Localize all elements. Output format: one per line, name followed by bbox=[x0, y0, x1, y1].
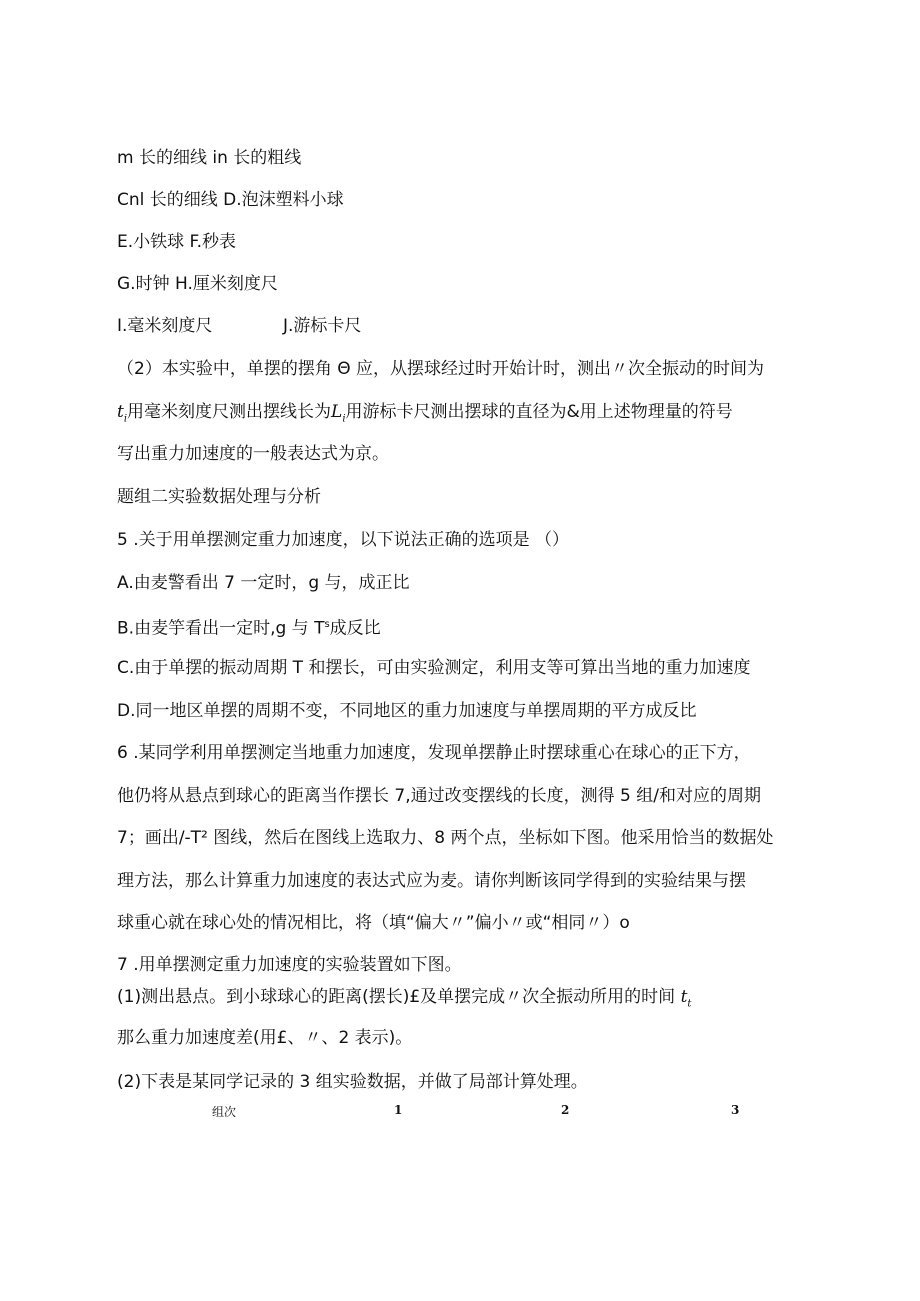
question-7-part-1-line-1: (1)测出悬点。到小球球心的距离(摆长)£及单摆完成〃次全振动所用的时间 $t_t$ bbox=[117, 987, 692, 1010]
section-heading: 题组二实验数据处理与分析 bbox=[117, 487, 321, 507]
question-6-line-4: 理方法，那么计算重力加速度的表达式应为麦。请你判断该同学得到的实验结果与摆 bbox=[117, 871, 746, 891]
question-5-option-b: B.由麦竽看出一定时,g 与 $T^s$成反比 bbox=[117, 618, 381, 639]
table-header-label: 组次 bbox=[212, 1105, 237, 1119]
question-5-option-a: A.由麦警看出 7 一定时，g 与，成正比 bbox=[117, 573, 410, 593]
option-line-c-d: Cnl 长的细线 D.泡沫塑料小球 bbox=[117, 190, 344, 210]
question-7-stem: 7 .用单摆测定重力加速度的实验装置如下图。 bbox=[117, 955, 462, 975]
option-line-i: I.毫米刻度尺 bbox=[117, 316, 213, 336]
question-5-option-c: C.由于单摆的振动周期 T 和摆长，可由实验测定，利用支等可算出当地的重力加速度 bbox=[117, 658, 751, 678]
question-part-2-line-1: （2）本实验中，单摆的摆角 Θ 应，从摆球经过时开始计时，测出〃次全振动的时间为 bbox=[117, 359, 765, 379]
question-6-line-3: 7；画出/-T² 图线，然后在图线上选取力、8 两个点，坐标如下图。他采用恰当的数据处 bbox=[117, 828, 774, 848]
question-part-2-line-2: $t_i$用毫米刻度尺测出摆线长为$L_i$用游标卡尺测出摆球的直径为&用上述物理量的符号 bbox=[117, 402, 733, 425]
option-line-g-h: G.时钟 H.厘米刻度尺 bbox=[117, 274, 278, 294]
question-6-line-2: 他仍将从悬点到球心的距离当作摆长 7,通过改变摆线的长度，测得 5 组/和对应的周期 bbox=[117, 786, 761, 806]
table-column-1: 1 bbox=[394, 1103, 403, 1117]
table-column-2: 2 bbox=[561, 1103, 570, 1117]
option-line-j: J.游标卡尺 bbox=[283, 316, 362, 336]
question-6-line-5: 球重心就在球心处的情况相比，将（填“偏大〃”偏小〃或“相同〃）o bbox=[117, 913, 630, 933]
table-column-3: 3 bbox=[731, 1103, 740, 1117]
question-part-2-line-3: 写出重力加速度的一般表达式为京。 bbox=[117, 444, 389, 464]
question-7-part-2: (2)下表是某同学记录的 3 组实验数据，并做了局部计算处理。 bbox=[117, 1072, 588, 1092]
question-5-stem: 5 .关于用单摆测定重力加速度，以下说法正确的选项是 （） bbox=[117, 530, 570, 550]
option-line-e-f: E.小铁球 F.秒表 bbox=[117, 232, 236, 252]
option-line-m-n: m 长的细线 ⅰn 长的粗线 bbox=[117, 148, 302, 168]
question-7-part-1-line-2: 那么重力加速度差(用£、〃、2 表示)。 bbox=[117, 1028, 413, 1048]
question-6-line-1: 6 .某同学利用单摆测定当地重力加速度，发现单摆静止时摆球重心在球心的正下方， bbox=[117, 743, 751, 763]
question-5-option-d: D.同一地区单摆的周期不变，不同地区的重力加速度与单摆周期的平方成反比 bbox=[117, 701, 697, 721]
